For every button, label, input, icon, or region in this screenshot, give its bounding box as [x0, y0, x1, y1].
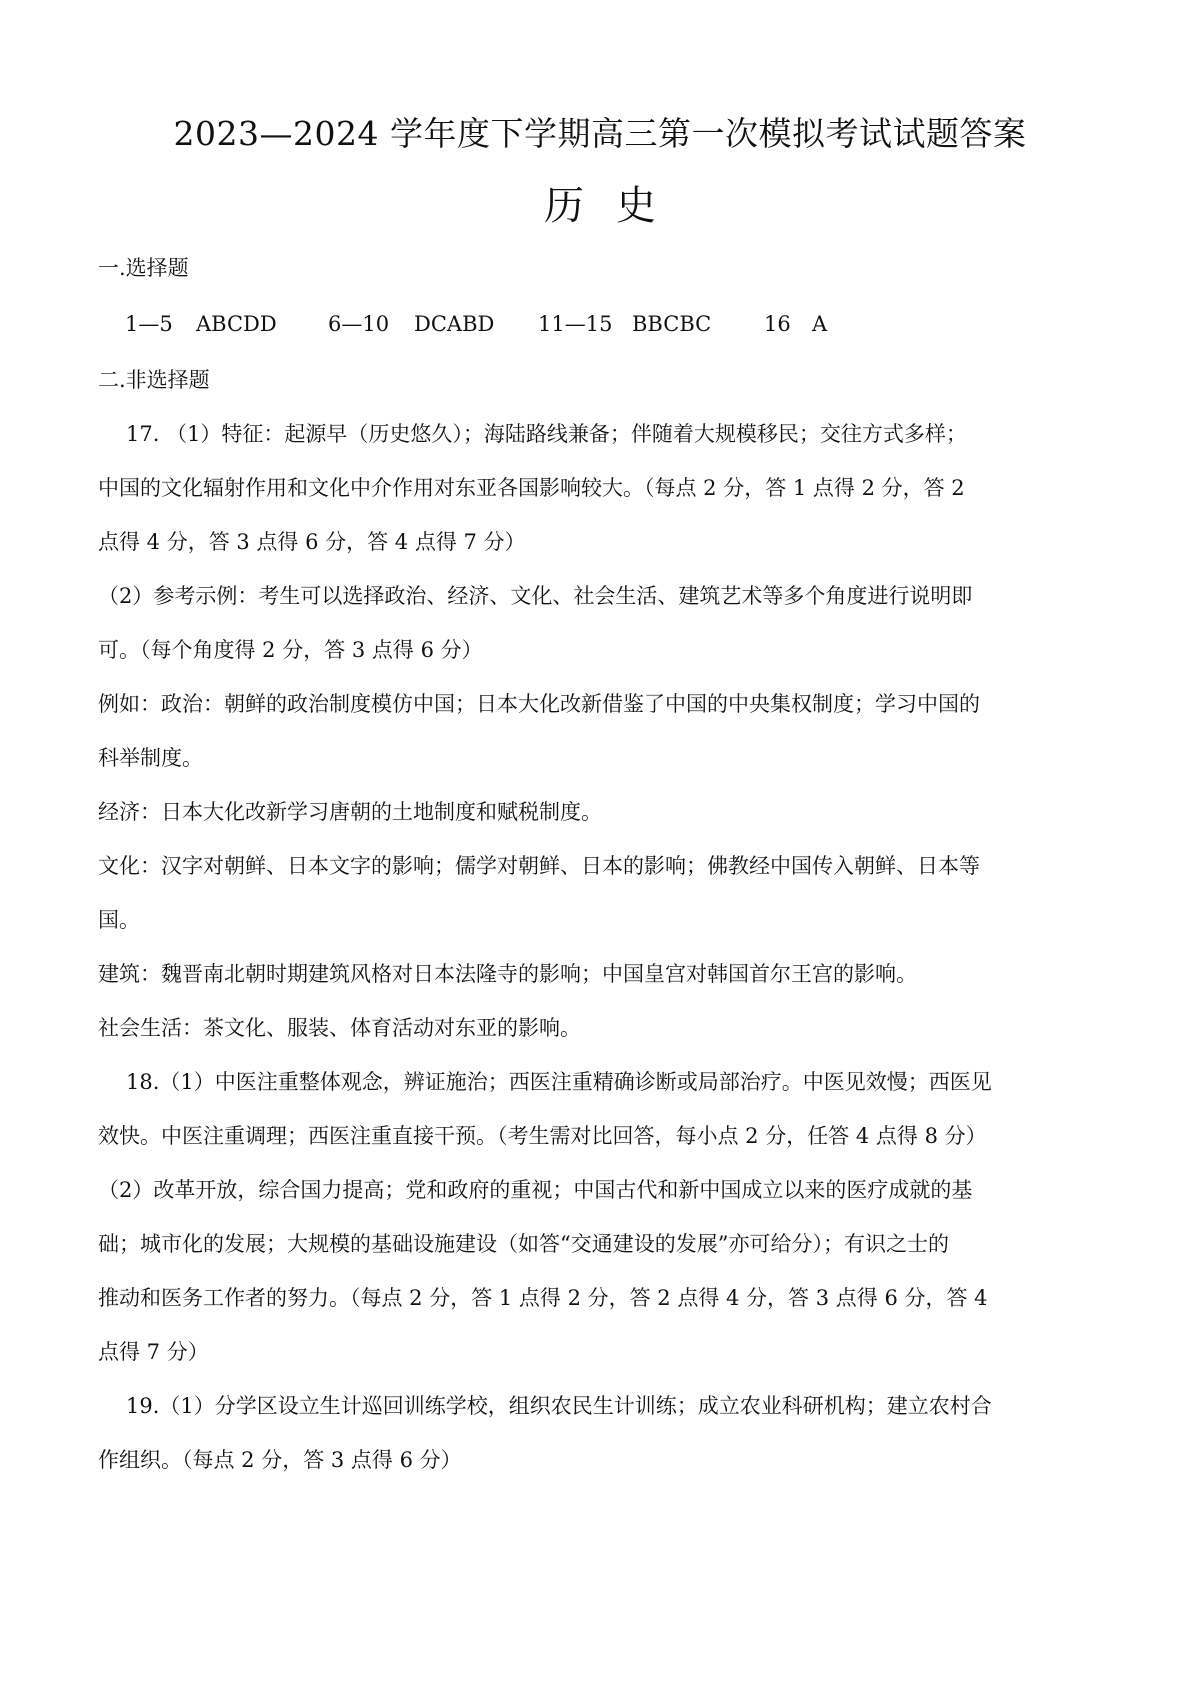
section-heading-nonchoice: 二.非选择题: [98, 368, 210, 392]
mc-keys: A: [812, 312, 828, 336]
mc-keys: ABCDD: [196, 312, 277, 336]
answer-line: 可。（每个角度得 2 分，答 3 点得 6 分）: [98, 638, 483, 662]
subject-title: 历史: [544, 183, 688, 229]
answer-line: 础；城市化的发展；大规模的基础设施建设（如答“交通建设的发展”亦可给分）；有识之士的: [98, 1232, 949, 1256]
answer-line: 19.（1）分学区设立生计巡回训练学校，组织农民生计训练；成立农业科研机构；建立农村合: [126, 1394, 992, 1418]
mc-range: 1—5: [125, 312, 173, 336]
answer-line: 经济：日本大化改新学习唐朝的土地制度和赋税制度。: [98, 800, 602, 824]
answer-line: 建筑：魏晋南北朝时期建筑风格对日本法隆寺的影响；中国皇宫对韩国首尔王宫的影响。: [98, 962, 917, 986]
answer-line: 点得 4 分，答 3 点得 6 分，答 4 点得 7 分）: [98, 530, 526, 554]
answer-line: 国。: [98, 908, 140, 932]
answer-line: （2）参考示例：考生可以选择政治、经济、文化、社会生活、建筑艺术等多个角度进行说明即: [98, 584, 973, 608]
answer-line: 效快。中医注重调理；西医注重直接干预。（考生需对比回答，每小点 2 分，任答 4 点得 8 分）: [98, 1124, 987, 1148]
answer-line: 科举制度。: [98, 746, 203, 770]
answer-line: 文化：汉字对朝鲜、日本文字的影响；儒学对朝鲜、日本的影响；佛教经中国传入朝鲜、日本等: [98, 854, 980, 878]
answer-line: 推动和医务工作者的努力。（每点 2 分，答 1 点得 2 分，答 2 点得 4 分，答 3 点得 6 分，答 4: [98, 1286, 988, 1310]
section-heading-choice: 一.选择题: [98, 256, 189, 280]
mc-range: 16: [764, 312, 791, 336]
mc-range: 11—15: [538, 312, 613, 336]
mc-keys: DCABD: [414, 312, 495, 336]
answer-line: 中国的文化辐射作用和文化中介作用对东亚各国影响较大。（每点 2 分，答 1 点得 2 分，答 2: [98, 476, 965, 500]
answer-line: 社会生活：茶文化、服装、体育活动对东亚的影响。: [98, 1016, 581, 1040]
page-title: 2023—2024 学年度下学期高三第一次模拟考试试题答案: [173, 114, 1027, 153]
answer-line: 17. （1）特征：起源早（历史悠久）；海陆路线兼备；伴随着大规模移民；交往方式多样；: [126, 422, 967, 446]
answer-line: （2）改革开放，综合国力提高；党和政府的重视；中国古代和新中国成立以来的医疗成就的基: [98, 1178, 973, 1202]
mc-keys: BBCBC: [632, 312, 712, 336]
answer-line: 例如：政治：朝鲜的政治制度模仿中国；日本大化改新借鉴了中国的中央集权制度；学习中国的: [98, 692, 980, 716]
answer-line: 作组织。（每点 2 分，答 3 点得 6 分）: [98, 1448, 462, 1472]
mc-range: 6—10: [328, 312, 390, 336]
answer-line: 18.（1）中医注重整体观念，辨证施治；西医注重精确诊断或局部治疗。中医见效慢；西医见: [126, 1070, 992, 1094]
answer-line: 点得 7 分）: [98, 1340, 209, 1364]
